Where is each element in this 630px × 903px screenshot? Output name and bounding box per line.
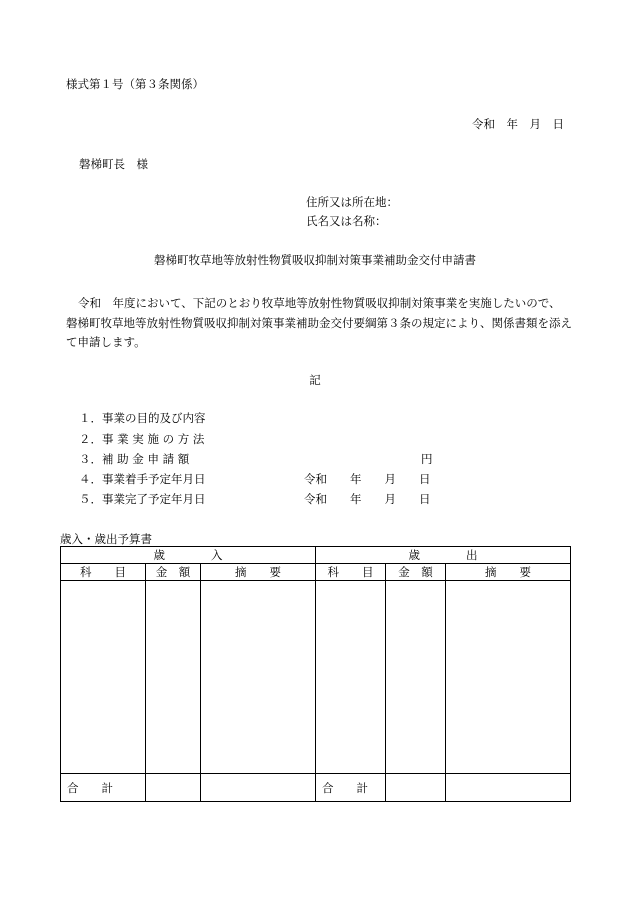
income-total-summary-cell[interactable] [201, 774, 316, 802]
budget-heading: 歳入・歳出予算書 [60, 532, 152, 546]
expense-total-label: 合 計 [316, 774, 386, 802]
expense-summary-header: 摘 要 [446, 564, 571, 581]
item-method: ２．事 業 実 施 の 方 法 [79, 432, 205, 446]
expense-item-header: 科 目 [316, 564, 386, 581]
end-date-value: 令和 年 月 日 [304, 492, 431, 506]
item-start-date: ４．事業着手予定年月日 [79, 472, 206, 486]
expense-amount-cell[interactable] [386, 581, 446, 774]
expense-summary-cell[interactable] [446, 581, 571, 774]
start-date-value: 令和 年 月 日 [304, 472, 431, 486]
income-header: 歳 入 [61, 547, 316, 564]
income-item-cell[interactable] [61, 581, 146, 774]
document-title: 磐梯町牧草地等放射性物質吸収抑制対策事業補助金交付申請書 [154, 253, 476, 267]
item-amount: ３．補 助 金 申 請 額 [79, 452, 190, 466]
item-purpose: １．事業の目的及び内容 [79, 411, 206, 425]
ki-heading: 記 [309, 373, 321, 387]
income-amount-cell[interactable] [146, 581, 201, 774]
form-number: 様式第１号（第３条関係） [66, 77, 204, 91]
date-line: 令和 年 月 日 [472, 117, 564, 131]
expense-total-summary-cell[interactable] [446, 774, 571, 802]
income-total-label: 合 計 [61, 774, 146, 802]
expense-item-cell[interactable] [316, 581, 386, 774]
address-label: 住所又は所在地： [306, 195, 398, 209]
income-amount-header: 金 額 [146, 564, 201, 581]
income-summary-header: 摘 要 [201, 564, 316, 581]
income-item-header: 科 目 [61, 564, 146, 581]
addressee: 磐梯町長 様 [79, 157, 148, 171]
item-amount-unit: 円 [421, 452, 433, 466]
expense-total-amount-cell[interactable] [386, 774, 446, 802]
income-summary-cell[interactable] [201, 581, 316, 774]
expense-amount-header: 金 額 [386, 564, 446, 581]
body-text: 令和 年度において、下記のとおり牧草地等放射性物質吸収抑制対策事業を実施したいので、磐梯町牧草地等放射性物質吸収抑制対策事業補助金交付要綱第３条の規定により、関係書類を添えて申請します。 [66, 296, 572, 349]
budget-table [60, 546, 571, 802]
expense-header: 歳 出 [316, 547, 571, 564]
name-label: 氏名又は名称： [306, 214, 387, 228]
item-end-date: ５．事業完了予定年月日 [79, 492, 206, 506]
income-total-amount-cell[interactable] [146, 774, 201, 802]
